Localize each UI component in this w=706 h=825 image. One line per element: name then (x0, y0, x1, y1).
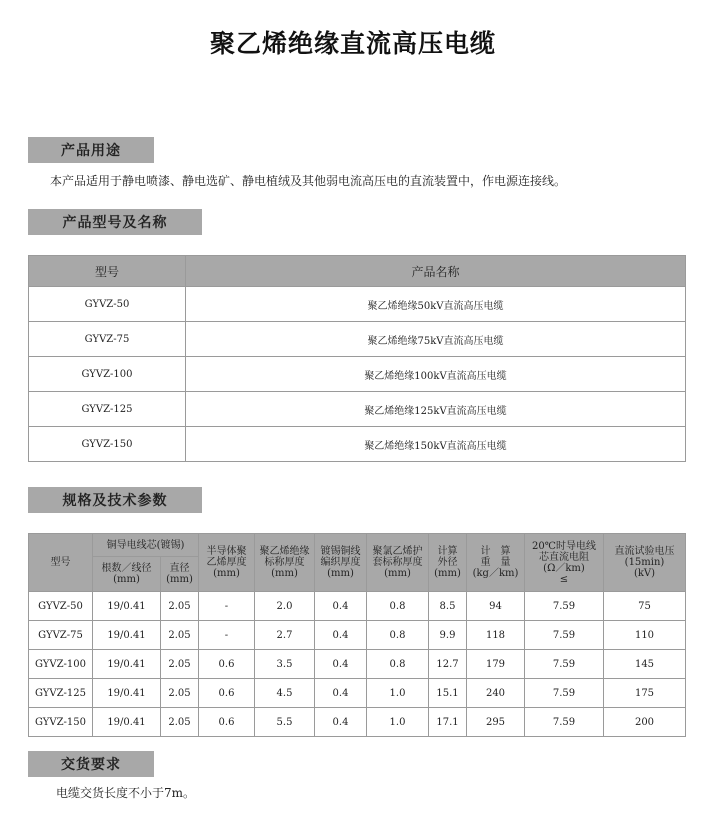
table-cell: 2.05 (161, 679, 199, 708)
table-row (29, 427, 686, 462)
table-cell: 200 (604, 708, 686, 737)
header-line: (mm) (271, 568, 298, 579)
table-cell: 17.1 (429, 708, 467, 737)
header-line: 标称厚度 (264, 557, 305, 568)
table-cell: 8.5 (429, 592, 467, 621)
header-line: 计 算 (480, 546, 511, 557)
table-cell: 0.4 (315, 650, 367, 679)
table-cell: GYVZ-150 (29, 708, 93, 737)
column-header-dc-resistance (525, 534, 604, 592)
table-cell: 3.5 (255, 650, 315, 679)
section-heading-usage: 产品用途 (28, 137, 154, 163)
table-cell: GYVZ-75 (29, 621, 93, 650)
table-cell: 0.6 (199, 650, 255, 679)
model-cell: GYVZ-100 (29, 357, 186, 392)
table-cell: 2.05 (161, 621, 199, 650)
header-line: 镀锡铜线 (320, 546, 361, 557)
header-line: 半导体聚 (206, 546, 247, 557)
column-header-test-voltage (604, 534, 686, 592)
model-cell: GYVZ-125 (29, 392, 186, 427)
header-line: 根数／线径 (101, 563, 152, 574)
table-header-row (29, 256, 686, 287)
table-cell: 19/0.41 (93, 592, 161, 621)
table-cell: 0.4 (315, 621, 367, 650)
table-cell: 2.7 (255, 621, 315, 650)
header-line: 直流试验电压 (614, 546, 675, 557)
header-line: (mm) (384, 568, 411, 579)
table-cell: 7.59 (525, 592, 604, 621)
table-cell: 19/0.41 (93, 621, 161, 650)
column-header-outer-diameter (429, 534, 467, 592)
table-cell: 15.1 (429, 679, 467, 708)
table-header-row (29, 534, 686, 557)
table-row (29, 392, 686, 427)
product-name-cell: 聚乙烯绝缘50kV直流高压电缆 (186, 287, 686, 322)
header-line: 聚乙烯绝缘 (259, 546, 310, 557)
table-cell: 175 (604, 679, 686, 708)
column-header-product-name: 产品名称 (186, 256, 686, 287)
table-cell: 7.59 (525, 650, 604, 679)
table-cell: 7.59 (525, 679, 604, 708)
table-cell: 19/0.41 (93, 708, 161, 737)
header-line: 20℃时导电线 (532, 540, 596, 552)
table-cell: 0.8 (367, 621, 429, 650)
header-line: (15min) (624, 557, 665, 568)
table-cell: 0.6 (199, 708, 255, 737)
table-row (29, 679, 686, 708)
table-cell: 0.4 (315, 592, 367, 621)
header-line: (mm) (213, 568, 240, 579)
table-cell: 1.0 (367, 679, 429, 708)
table-cell: GYVZ-50 (29, 592, 93, 621)
header-line: (mm) (327, 568, 354, 579)
header-line: 外径 (437, 557, 458, 568)
header-line: 乙烯厚度 (206, 557, 247, 568)
table-cell: 2.05 (161, 592, 199, 621)
table-cell: 94 (467, 592, 525, 621)
section-heading-specs: 规格及技术参数 (28, 487, 202, 513)
model-cell: GYVZ-150 (29, 427, 186, 462)
table-row (29, 621, 686, 650)
header-line: (kV) (633, 568, 656, 579)
table-cell: 0.6 (199, 679, 255, 708)
table-cell: 2.05 (161, 708, 199, 737)
header-line: 芯直流电阻 (539, 551, 589, 563)
table-cell: 0.4 (315, 679, 367, 708)
column-header-copper-core: 铜导电线芯(镀锡) (93, 534, 199, 557)
model-cell: GYVZ-50 (29, 287, 186, 322)
table-cell: 295 (467, 708, 525, 737)
table-cell: GYVZ-125 (29, 679, 93, 708)
section-heading-delivery: 交货要求 (28, 751, 154, 777)
column-header-pvc-thickness (367, 534, 429, 592)
header-line: 编织厚度 (320, 557, 361, 568)
table-cell: 0.8 (367, 650, 429, 679)
header-line: 聚氯乙烯护 (372, 546, 423, 557)
table-cell: 4.5 (255, 679, 315, 708)
table-cell: 75 (604, 592, 686, 621)
header-line: (kg／km) (472, 568, 519, 579)
header-line: (mm) (166, 574, 193, 585)
header-line: (Ω／km) (543, 562, 585, 574)
column-header-core-diameter (161, 557, 199, 592)
header-line: 计算 (437, 546, 458, 557)
section-heading-models: 产品型号及名称 (28, 209, 202, 235)
table-cell: 1.0 (367, 708, 429, 737)
product-name-cell: 聚乙烯绝缘125kV直流高压电缆 (186, 392, 686, 427)
header-line: 直径 (169, 563, 190, 574)
table-cell: 0.4 (315, 708, 367, 737)
table-cell: 145 (604, 650, 686, 679)
table-cell: 240 (467, 679, 525, 708)
header-line: 套标称厚度 (372, 557, 423, 568)
table-cell: 5.5 (255, 708, 315, 737)
table-cell: 19/0.41 (93, 650, 161, 679)
table-cell: 12.7 (429, 650, 467, 679)
table-row (29, 650, 686, 679)
table-cell: 110 (604, 621, 686, 650)
models-table (28, 255, 686, 462)
column-header-braid-thickness (315, 534, 367, 592)
table-cell: 0.8 (367, 592, 429, 621)
product-name-cell: 聚乙烯绝缘75kV直流高压电缆 (186, 322, 686, 357)
table-cell: GYVZ-100 (29, 650, 93, 679)
page-title: 聚乙烯绝缘直流高压电缆 (209, 29, 496, 58)
header-line: (mm) (113, 574, 140, 585)
usage-text: 本产品适用于静电喷漆、静电选矿、静电植绒及其他弱电流高压电的直流装置中，作电源连接线。 (50, 174, 567, 188)
header-line: ≤ (559, 573, 569, 585)
column-header-strands (93, 557, 161, 592)
table-cell: 179 (467, 650, 525, 679)
header-line: 重 量 (480, 557, 511, 568)
product-name-cell: 聚乙烯绝缘150kV直流高压电缆 (186, 427, 686, 462)
column-header-model: 型号 (29, 534, 93, 592)
table-cell: - (199, 621, 255, 650)
table-cell: 19/0.41 (93, 679, 161, 708)
column-header-weight (467, 534, 525, 592)
product-name-cell: 聚乙烯绝缘100kV直流高压电缆 (186, 357, 686, 392)
table-row (29, 708, 686, 737)
header-line: (mm) (434, 568, 461, 579)
column-header-pe-thickness (255, 534, 315, 592)
table-row (29, 592, 686, 621)
table-cell: 7.59 (525, 708, 604, 737)
column-header-semi-thickness (199, 534, 255, 592)
table-cell: - (199, 592, 255, 621)
model-cell: GYVZ-75 (29, 322, 186, 357)
table-cell: 2.05 (161, 650, 199, 679)
table-cell: 7.59 (525, 621, 604, 650)
spec-table (28, 533, 686, 737)
table-row (29, 322, 686, 357)
table-cell: 9.9 (429, 621, 467, 650)
column-header-model: 型号 (29, 256, 186, 287)
table-cell: 118 (467, 621, 525, 650)
table-cell: 2.0 (255, 592, 315, 621)
table-row (29, 287, 686, 322)
table-row (29, 357, 686, 392)
delivery-text: 电缆交货长度不小于7m。 (56, 786, 196, 800)
